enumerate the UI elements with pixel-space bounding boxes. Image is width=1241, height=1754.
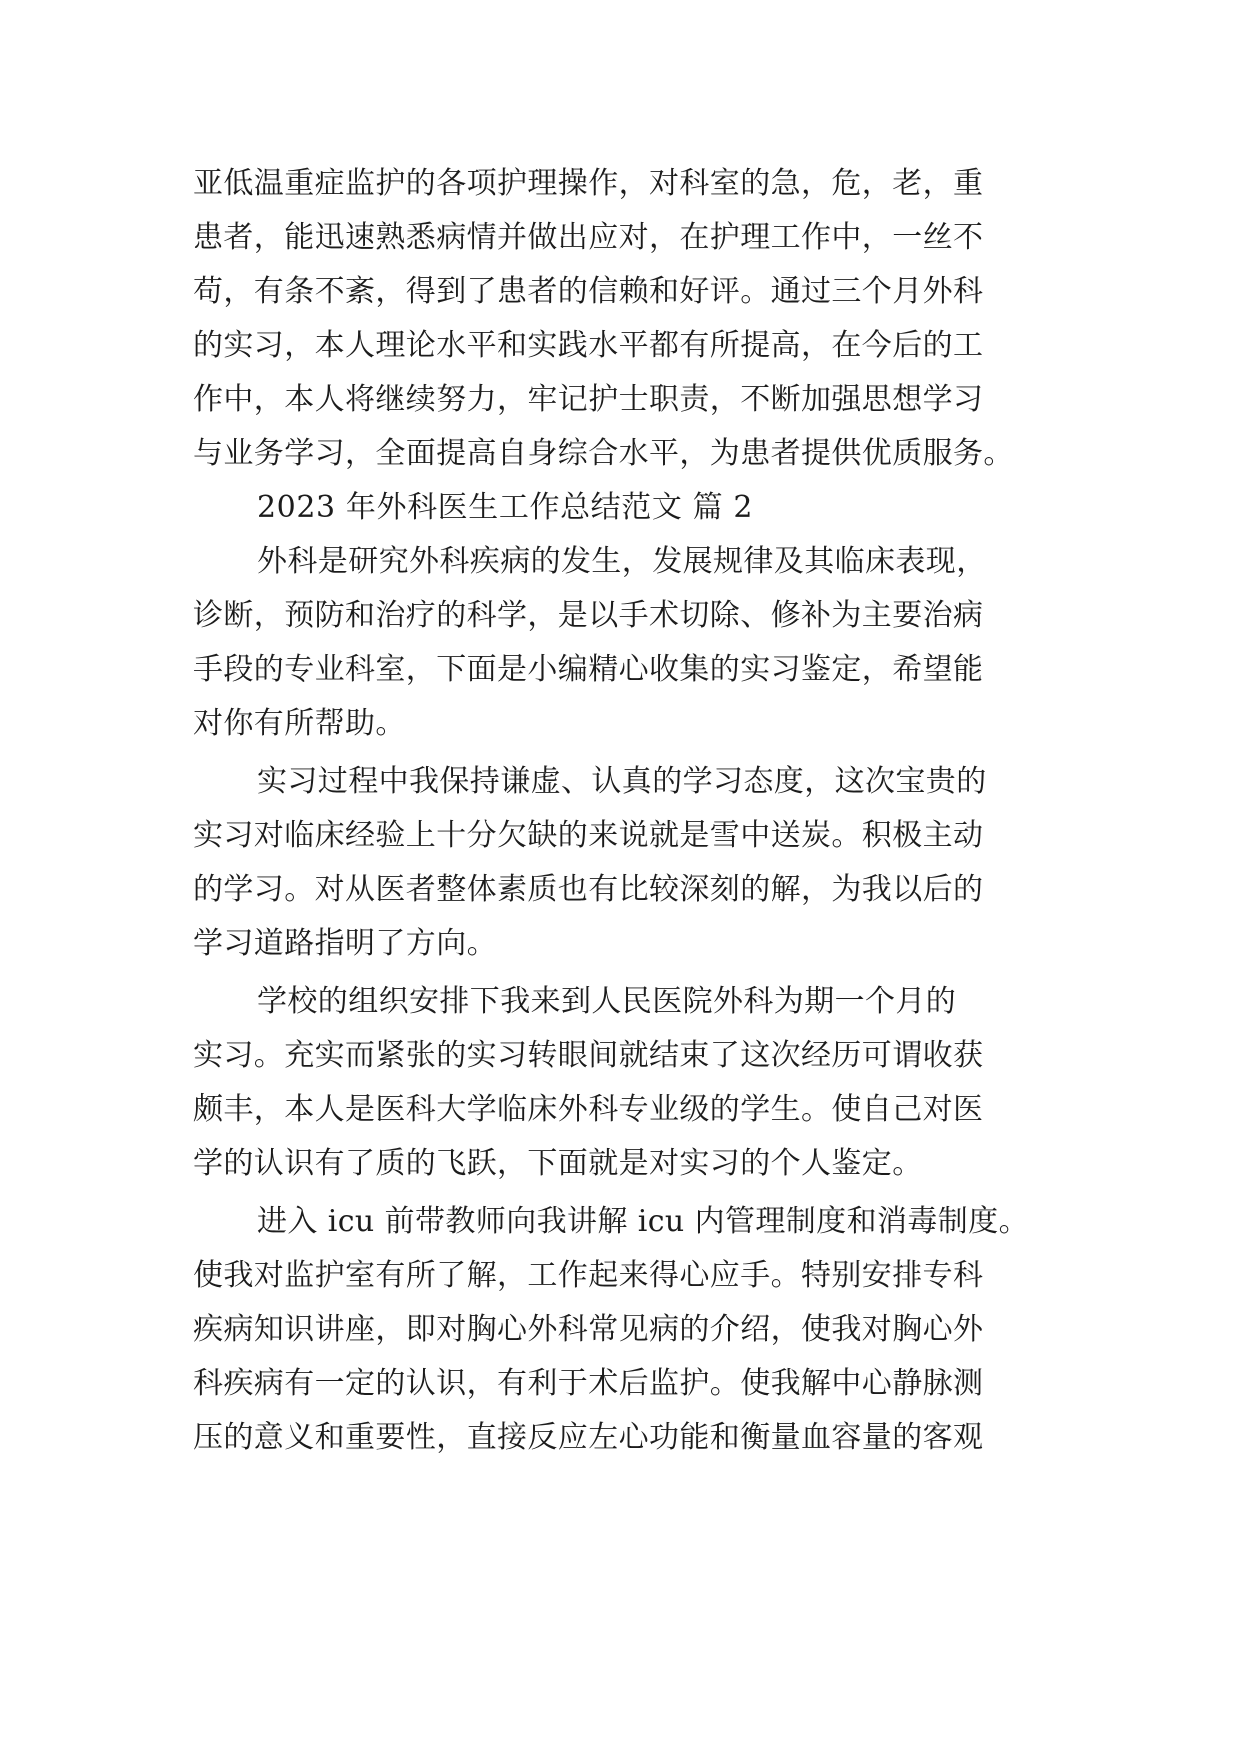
text-line: 亚低温重症监护的各项护理操作，对科室的急，危，老，重 — [193, 166, 984, 201]
text-line: 使我对监护室有所了解，工作起来得心应手。特别安排专科 — [193, 1258, 984, 1293]
paragraph-first-line: 学校的组织安排下我来到人民医院外科为期一个月的 — [257, 984, 957, 1019]
section-heading: 2023 年外科医生工作总结范文 篇 2 — [257, 490, 754, 525]
text-line: 的实习，本人理论水平和实践水平都有所提高，在今后的工 — [193, 328, 984, 363]
text-line: 作中，本人将继续努力，牢记护士职责，不断加强思想学习 — [193, 382, 984, 417]
text-line: 学习道路指明了方向。 — [193, 926, 497, 961]
text-line: 的学习。对从医者整体素质也有比较深刻的解，为我以后的 — [193, 872, 984, 907]
text-line: 手段的专业科室，下面是小编精心收集的实习鉴定，希望能 — [193, 652, 984, 687]
paragraph-first-line: 外科是研究外科疾病的发生，发展规律及其临床表现， — [257, 544, 987, 579]
text-line: 颇丰，本人是医科大学临床外科专业级的学生。使自己对医 — [193, 1092, 984, 1127]
text-line: 实习。充实而紧张的实习转眼间就结束了这次经历可谓收获 — [193, 1038, 984, 1073]
paragraph-first-line: 实习过程中我保持谦虚、认真的学习态度，这次宝贵的 — [257, 764, 987, 799]
paragraph-first-line: 进入 icu 前带教师向我讲解 icu 内管理制度和消毒制度。 — [257, 1204, 1029, 1239]
text-line: 诊断，预防和治疗的科学，是以手术切除、修补为主要治病 — [193, 598, 984, 633]
text-line: 疾病知识讲座，即对胸心外科常见病的介绍，使我对胸心外 — [193, 1312, 984, 1347]
text-line: 压的意义和重要性，直接反应左心功能和衡量血容量的客观 — [193, 1420, 984, 1455]
text-line: 实习对临床经验上十分欠缺的来说就是雪中送炭。积极主动 — [193, 818, 984, 853]
text-line: 苟，有条不紊，得到了患者的信赖和好评。通过三个月外科 — [193, 274, 984, 309]
text-line: 学的认识有了质的飞跃，下面就是对实习的个人鉴定。 — [193, 1146, 923, 1181]
text-line: 与业务学习，全面提高自身综合水平，为患者提供优质服务。 — [193, 436, 1014, 471]
text-line: 患者，能迅速熟悉病情并做出应对，在护理工作中，一丝不 — [193, 220, 984, 255]
text-line: 对你有所帮助。 — [193, 706, 406, 741]
text-line: 科疾病有一定的认识，有利于术后监护。使我解中心静脉测 — [193, 1366, 984, 1401]
